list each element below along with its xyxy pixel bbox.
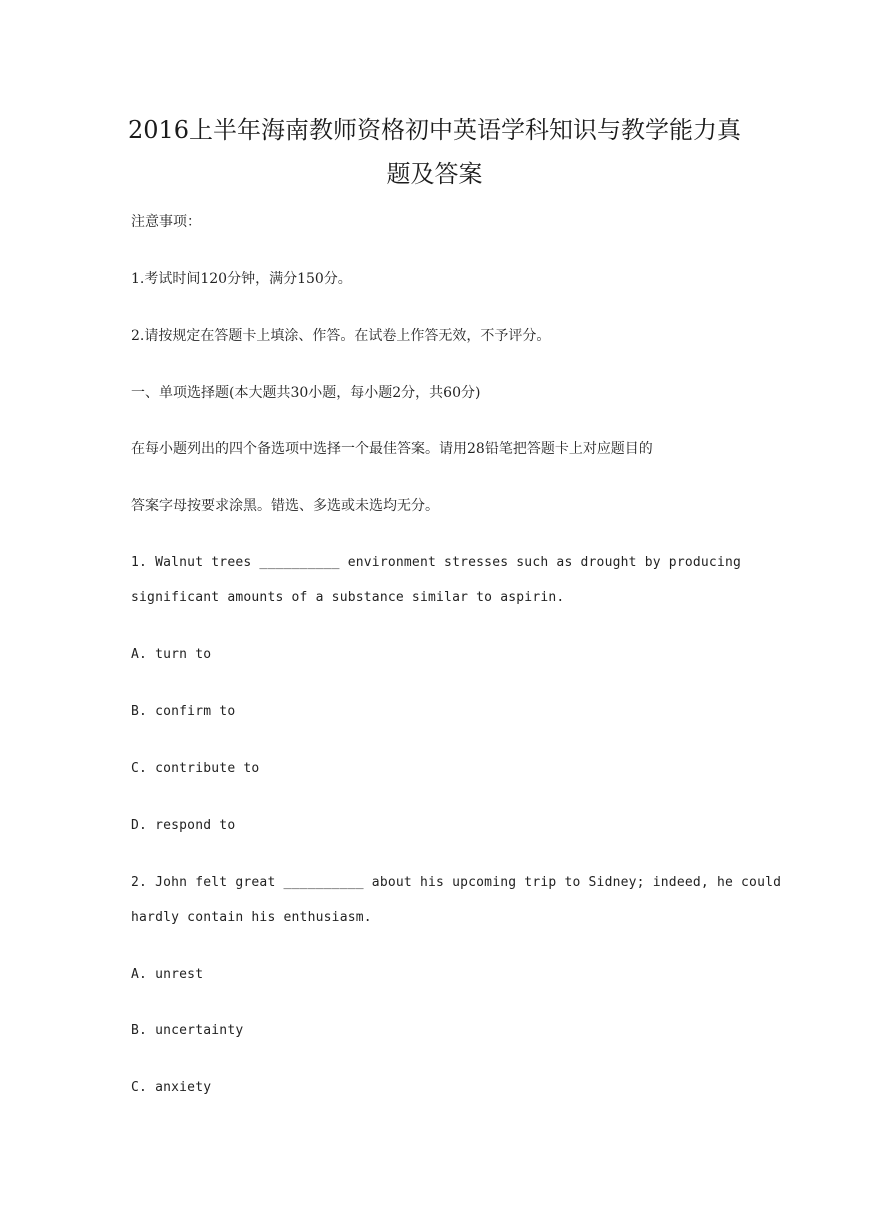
question-2-stem-line-1: 2. John felt great __________ about his upcoming trip to Sidney; indeed, he could (131, 875, 782, 890)
instruction-line-1: 在每小题列出的四个备选项中选择一个最佳答案。请用28铅笔把答题卡上对应题目的 (131, 441, 653, 457)
question-2-option-b: B. uncertainty (131, 1023, 244, 1038)
notice-heading: 注意事项： (131, 214, 201, 230)
question-1-option-b: B. confirm to (131, 704, 236, 719)
question-2-option-c: C. anxiety (131, 1080, 212, 1095)
question-1-stem-line-2: significant amounts of a substance similar to aspirin. (131, 590, 565, 605)
notice-item-1: 1.考试时间120分钟，满分150分。 (131, 271, 352, 287)
question-2-stem-line-2: hardly contain his enthusiasm. (131, 910, 372, 925)
question-1-option-c: C. contribute to (131, 761, 260, 776)
instruction-line-2: 答案字母按要求涂黑。错选、多选或未选均无分。 (131, 498, 439, 514)
section-heading: 一、单项选择题(本大题共30小题，每小题2分，共60分) (131, 385, 481, 401)
question-1-option-d: D. respond to (131, 818, 236, 833)
question-1-stem-line-1: 1. Walnut trees __________ environment stresses such as drought by producing (131, 555, 742, 570)
document-title-line-2: 题及答案 (386, 160, 483, 188)
notice-item-2: 2.请按规定在答题卡上填涂、作答。在试卷上作答无效，不予评分。 (131, 328, 551, 344)
document-title-line-1: 2016上半年海南教师资格初中英语学科知识与教学能力真 (127, 116, 742, 144)
question-2-option-a: A. unrest (131, 967, 204, 982)
question-1-option-a: A. turn to (131, 647, 212, 662)
